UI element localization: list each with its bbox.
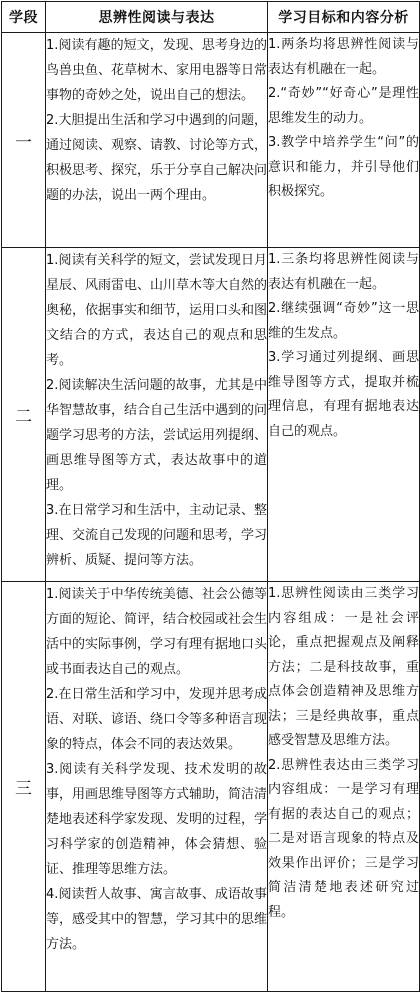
reading-cell (46, 582, 268, 992)
header-reading: 思辨性阅读与表达 (46, 2, 268, 33)
table-row (2, 582, 420, 992)
stage-cell: 二 (2, 248, 46, 582)
reading-item: 2.大胆提出生活和学习中遇到的问题，通过阅读、观察、请教、讨论等方式，积极思考、探究，乐于分享自己解决问题的办法，说出一两个理由。 (46, 113, 268, 203)
goal-item: 1.三条均将思辨性阅读与表达有机融在一起。 (268, 252, 419, 292)
table-row (2, 33, 420, 248)
reading-item: 2.在日常生活和学习中，发现并思考成语、对联、谚语、绕口令等多种语言现象的特点，体会不同的表达效果。 (46, 687, 268, 752)
goal-item: 2.“奇妙”“好奇心”是理性思维发生的动力。 (268, 86, 419, 126)
curriculum-table (1, 1, 420, 992)
reading-item: 1.阅读有趣的短文，发现、思考身边的鸟兽虫鱼、花草树木、家用电器等日常事物的奇妙之处，说出自己的想法。 (46, 38, 268, 103)
table-row (2, 248, 420, 582)
reading-item: 3.阅读有关科学发现、技术发明的故事，用画思维导图等方式辅助，简洁清楚地表述科学家发现、发明的过程，学习科学家的创造精神，体会猜想、验证、推理等思维方法。 (46, 762, 268, 877)
header-goals: 学习目标和内容分析 (268, 2, 420, 33)
goal-item: 2.继续强调“奇妙”这一思维的生发点。 (268, 301, 419, 341)
goal-item: 2.思辨性表达由三类学习内容组成：一是学习有理有据的表达自己的观点；二是对语言现象的特点及效果作出评价；三是学习简洁清楚地表述研究过程。 (268, 757, 419, 920)
reading-item: 1.阅读关于中华传统美德、社会公德等方面的短论、简评，结合校园或社会生活中的实际事例，学习有理有据地口头或书面表达自己的观点。 (46, 587, 268, 677)
stage-cell: 一 (2, 33, 46, 248)
goal-item: 3.学习通过列提纲、画思维导图等方式，提取并梳理信息，有理有据地表达自己的观点。 (268, 350, 419, 439)
reading-cell (46, 248, 268, 582)
goals-cell (268, 33, 420, 248)
goal-item: 1.两条均将思辨性阅读与表达有机融在一起。 (268, 37, 419, 77)
goal-item: 3.教学中培养学生“问”的意识和能力，并引导他们积极探究。 (268, 135, 419, 199)
table-header-row (2, 2, 420, 33)
reading-cell (46, 33, 268, 248)
reading-item: 3.在日常学习和生活中，主动记录、整理、交流自己发现的问题和思考，学习辨析、质疑、提问等方法。 (46, 503, 268, 568)
curriculum-table-container (1, 1, 419, 990)
goals-cell (268, 582, 420, 992)
reading-item: 4.阅读哲人故事、寓言故事、成语故事等，感受其中的智慧，学习其中的思维方法。 (46, 887, 268, 952)
goal-item: 1.思辨性阅读由三类学习内容组成：一是社会评论，重点把握观点及阐释方法；二是科技故事，重点体会创造精神及思维方法；三是经典故事，重点感受智慧及思维方法。 (268, 586, 419, 748)
header-stage: 学段 (2, 2, 46, 33)
goals-cell (268, 248, 420, 582)
stage-cell: 三 (2, 582, 46, 992)
reading-item: 2.阅读解决生活问题的故事，尤其是中华智慧故事，结合自己生活中遇到的问题学习思考的方法，尝试运用列提纲、画思维导图等方式，表达故事中的道理。 (46, 378, 268, 493)
reading-item: 1.阅读有关科学的短文，尝试发现日月星辰、风雨雷电、山川草木等大自然的奥秘，依据事实和细节，运用口头和图文结合的方式，表达自己的观点和思考。 (46, 253, 268, 368)
